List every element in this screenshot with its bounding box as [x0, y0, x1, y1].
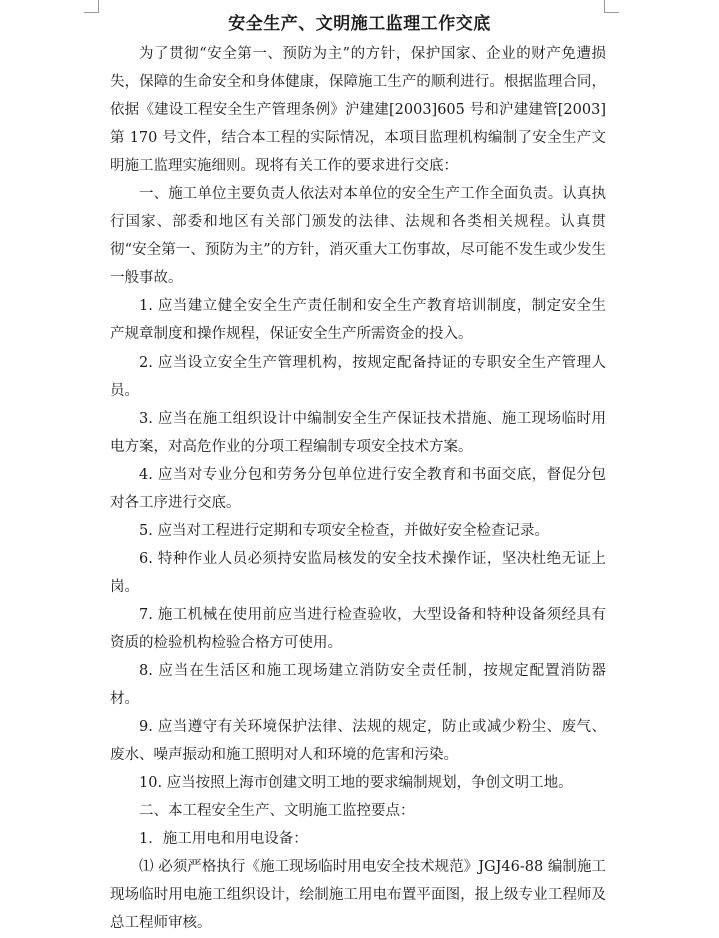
list-item-2: 2. 应当设立安全生产管理机构，按规定配备持证的专职安全生产管理人员。	[110, 354, 606, 399]
list-item-4: 4. 应当对专业分包和劳务分包单位进行安全教育和书面交底，督促分包对各工序进行交底。	[110, 466, 606, 511]
list-item-5: 5. 应当对工程进行定期和专项安全检查，并做好安全检查记录。	[139, 522, 549, 539]
list-item-9: 9. 应当遵守有关环境保护法律、法规的规定，防止或减少粉尘、废气、废水、噪声振动和施工照明对人和环境的危害和污染。	[110, 719, 606, 764]
section-two-heading: 二、本工程安全生产、文明施工监控要点：	[139, 803, 415, 820]
list-item-8: 8. 应当在生活区和施工现场建立消防安全责任制，按规定配置消防器材。	[110, 663, 606, 708]
list-item-3: 3. 应当在施工组织设计中编制安全生产保证技术措施、施工现场临时用电方案，对高危作业的分项工程编制专项安全技术方案。	[110, 410, 606, 455]
section-one-paragraph: 一、施工单位主要负责人依法对本单位的安全生产工作全面负责。认真执行国家、部委和地区有关部门颁发的法律、法规和各类相关规程。认真贯彻“安全第一、预防为主”的方针，消灭重大工伤事故，尽可能不发生或少发生一般事故。	[110, 186, 606, 287]
list-item-7: 7. 施工机械在使用前应当进行检查验收，大型设备和特种设备须经具有资质的检验机构检验合格方可使用。	[110, 606, 606, 651]
list-item-6: 6. 特种作业人员必须持安监局核发的安全技术操作证，坚决杜绝无证上岗。	[110, 550, 606, 595]
power-item-1: ⑴ 必须严格执行《施工现场临时用电安全技术规范》JGJ46-88 编制施工现场临时用电施工组织设计，绘制施工用电布置平面图，报上级专业工程师及总工程师审核。	[110, 859, 606, 932]
subsection-heading-power: 1．施工用电和用电设备：	[139, 831, 308, 848]
list-item-1: 1. 应当建立健全安全生产责任制和安全生产教育培训制度，制定安全生产规章制度和操作规程，保证安全生产所需资金的投入。	[110, 298, 606, 343]
document-title: 安全生产、文明施工监理工作交底	[228, 14, 491, 34]
document-body	[110, 40, 606, 938]
list-item-10: 10. 应当按照上海市创建文明工地的要求编制规划，争创文明工地。	[139, 775, 573, 792]
intro-paragraph: 为了贯彻“安全第一、预防为主”的方针，保护国家、企业的财产免遭损失，保障的生命安全和身体健康，保障施工生产的顺利进行。根据监理合同，依据《建设工程安全生产管理条例》沪建建[2003]605 号和沪建建管[2003]第 170 号文件，结合本工程的实际情况，本项目监理机构编制了安全生产文明施工监理实施细则。现将有关工作的要求进行交底：	[110, 46, 606, 175]
